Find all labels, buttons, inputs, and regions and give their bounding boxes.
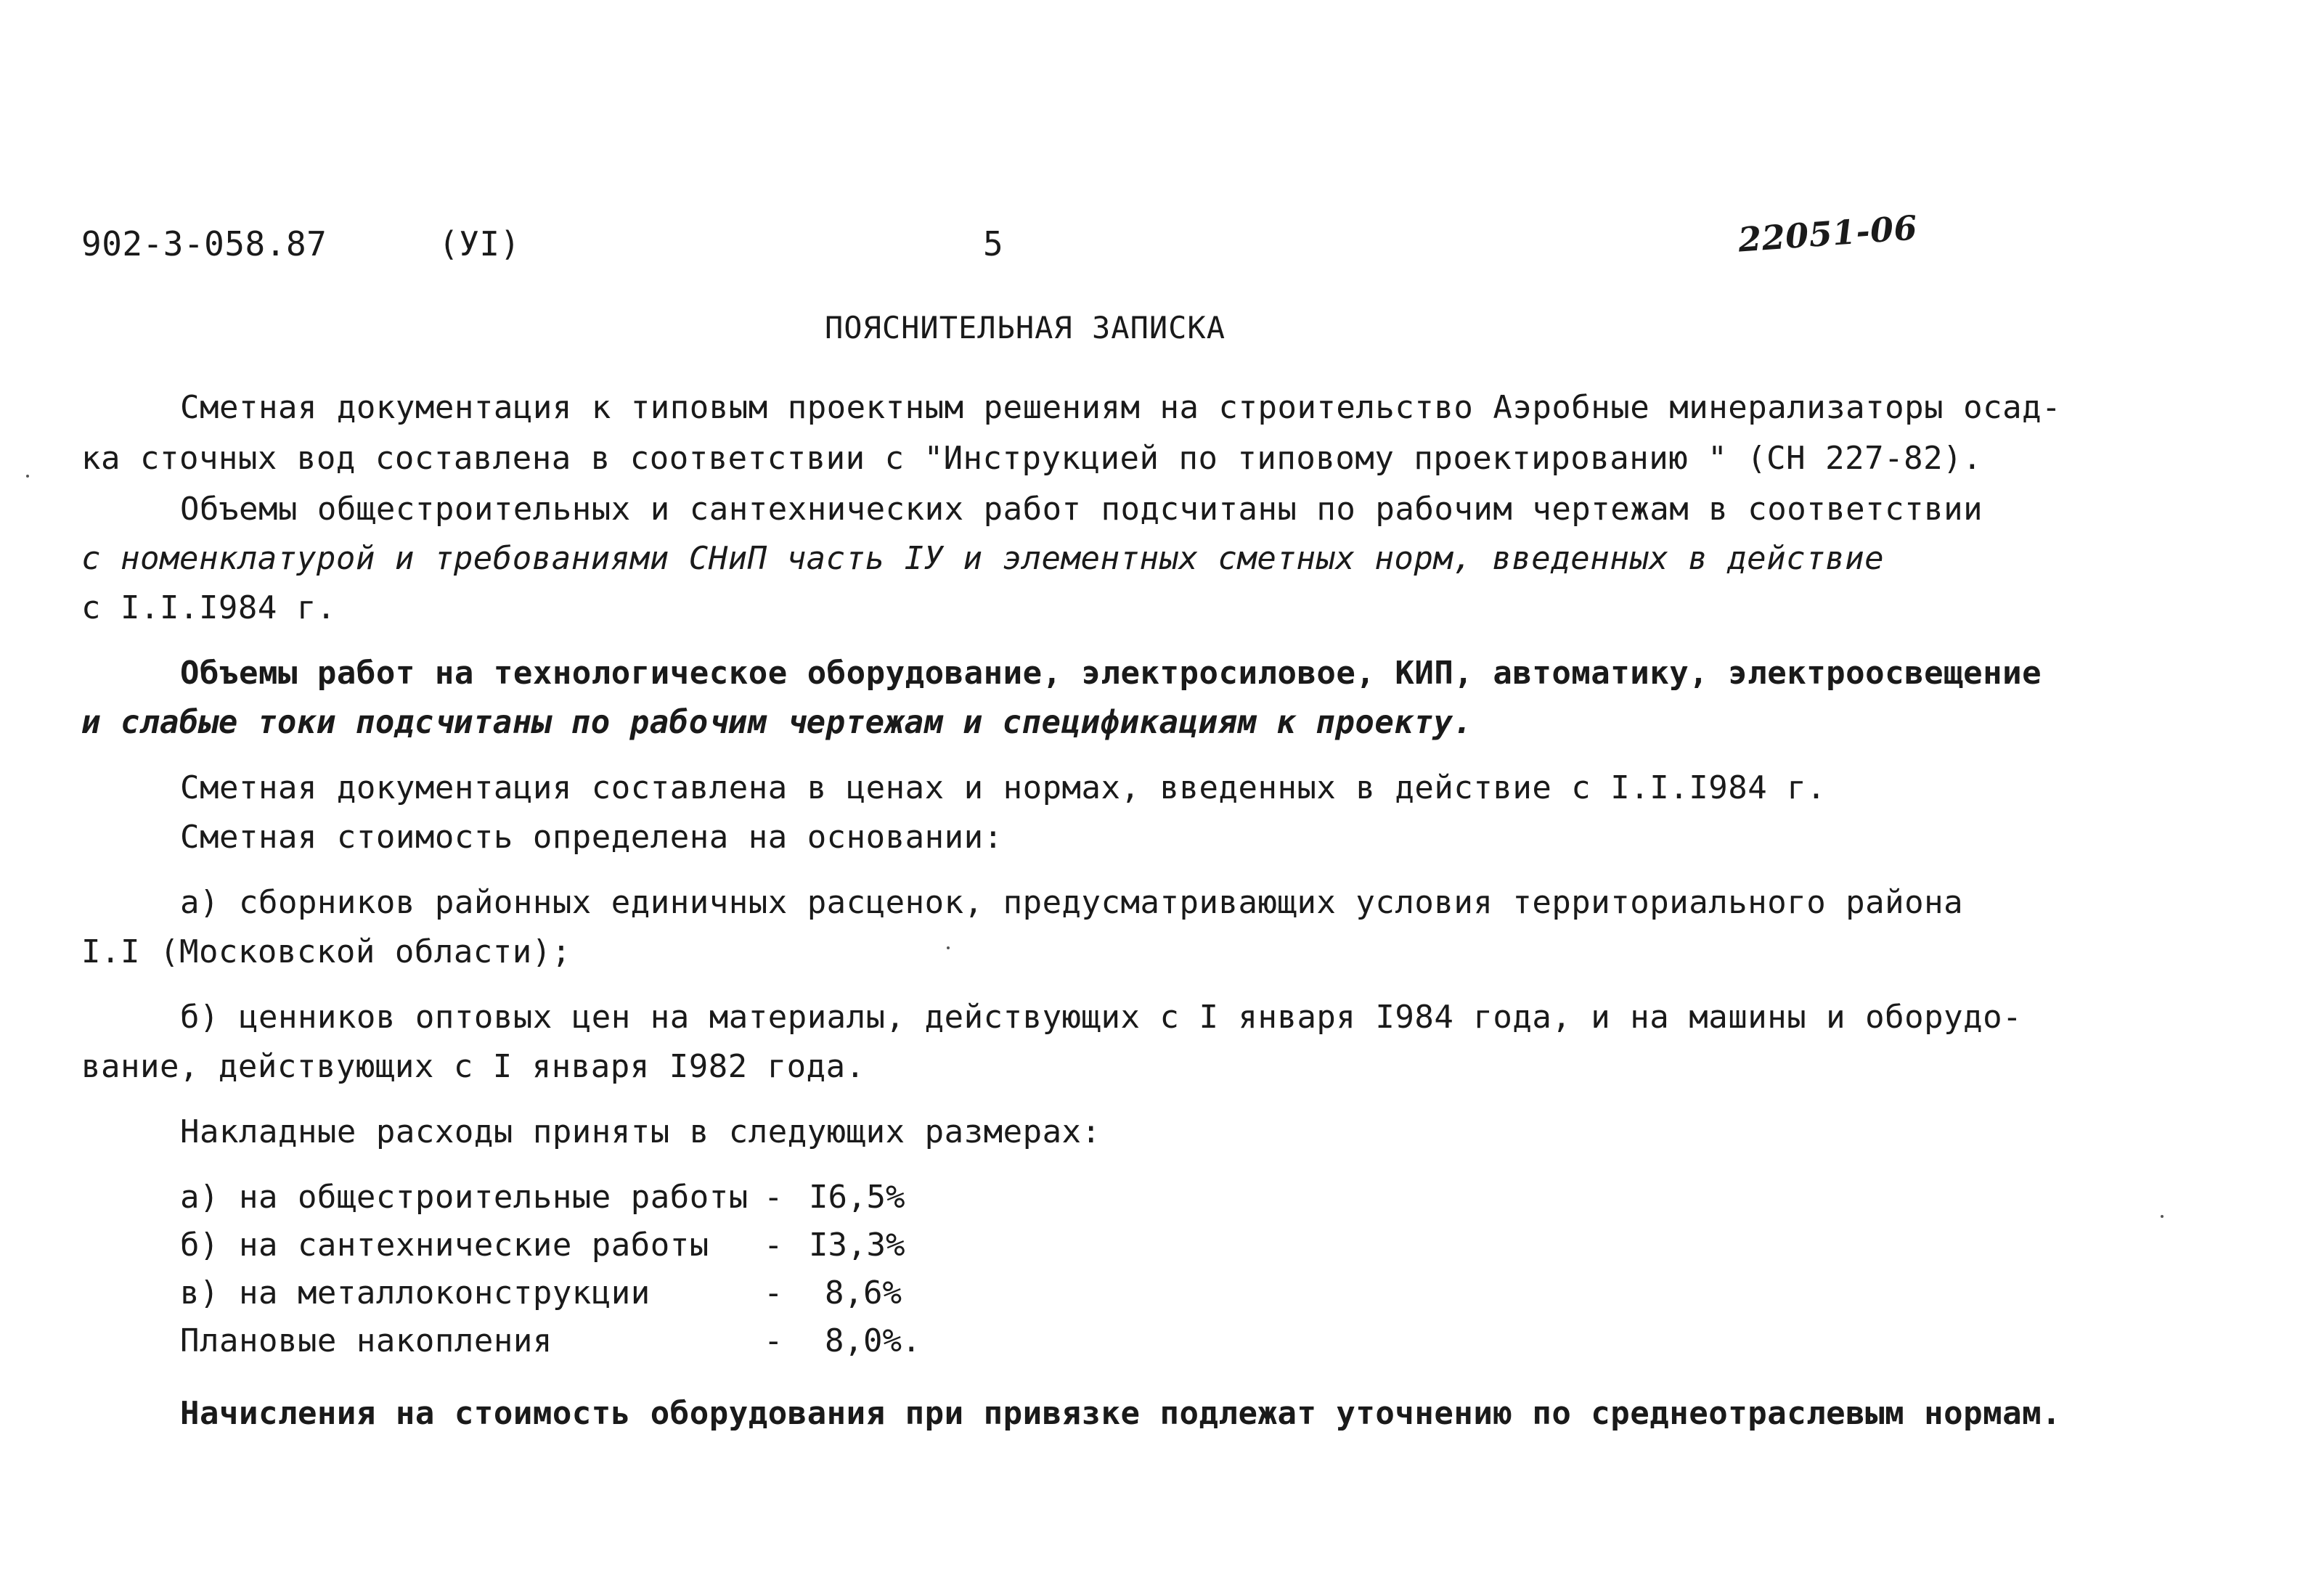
rate-dash: - <box>764 1274 783 1311</box>
scan-speck <box>947 946 950 949</box>
paragraph-4: Сметная документация составлена в ценах и нормах, введенных в действие с I.I.I984 г. <box>180 769 1827 806</box>
paragraph-6: Накладные расходы приняты в следующих размерах: <box>180 1113 1101 1150</box>
item-a-line-1: а) сборников районных единичных расценок, предусматривающих условия территориального района <box>180 884 1964 921</box>
paragraph-5: Сметная стоимость определена на основании: <box>180 819 1003 856</box>
scan-speck <box>26 475 29 478</box>
rate-dash: - <box>764 1227 783 1264</box>
rate-value: I6,5% <box>809 1179 905 1216</box>
paragraph-2-line-2: с номенклатурой и требованиями СНиП часть IУ и элементных сметных норм, введенных в действие <box>81 540 1885 577</box>
page-number: 5 <box>983 224 1004 263</box>
page-title: ПОЯСНИТЕЛЬНАЯ ЗАПИСКА <box>825 310 1226 345</box>
doc-code: 902-3-058.87 <box>81 224 327 263</box>
item-a-line-2: I.I (Московской области); <box>81 933 571 970</box>
rate-dash: - <box>764 1179 783 1216</box>
paragraph-1-line-1: Сметная документация к типовым проектным решениям на строительство Аэробные минерализаторы осад- <box>180 389 2062 426</box>
rate-label: в) на металлоконструкции <box>180 1274 651 1311</box>
item-b-line-1: б) ценников оптовых цен на материалы, действующих с I января I984 года, и на машины и оборудо- <box>180 999 2023 1036</box>
item-b-line-2: вание, действующих с I января I982 года. <box>81 1048 865 1085</box>
rate-value: 8,6% <box>825 1274 902 1311</box>
paragraph-2-line-3: с I.I.I984 г. <box>81 589 336 626</box>
archive-number: 22051-06 <box>1737 208 1919 260</box>
paragraph-1-line-2: ка сточных вод составлена в соответствии с "Инструкцией по типовому проектированию " (СН 227-82). <box>81 440 1983 477</box>
paragraph-2-line-1: Объемы общестроительных и сантехнических работ подсчитаны по рабочим чертежам в соответствии <box>180 491 1983 528</box>
paragraph-3-line-1: Объемы работ на технологическое оборудование, электросиловое, КИП, автоматику, электроосвещение <box>180 655 2042 692</box>
rate-label: а) на общестроительные работы <box>180 1179 749 1216</box>
rate-value: 8,0%. <box>825 1322 921 1359</box>
part-number: (УI) <box>439 224 521 263</box>
rate-label: Плановые накопления <box>180 1322 552 1359</box>
rate-value: I3,3% <box>809 1227 905 1264</box>
paragraph-3-line-2: и слабые токи подсчитаны по рабочим чертежам и спецификациям к проекту. <box>81 704 1473 741</box>
paragraph-7: Начисления на стоимость оборудования при привязке подлежат уточнению по среднеотраслевым нормам. <box>180 1395 2062 1432</box>
scan-speck <box>2161 1215 2164 1218</box>
rate-dash: - <box>764 1322 783 1359</box>
rate-label: б) на сантехнические работы <box>180 1227 709 1264</box>
